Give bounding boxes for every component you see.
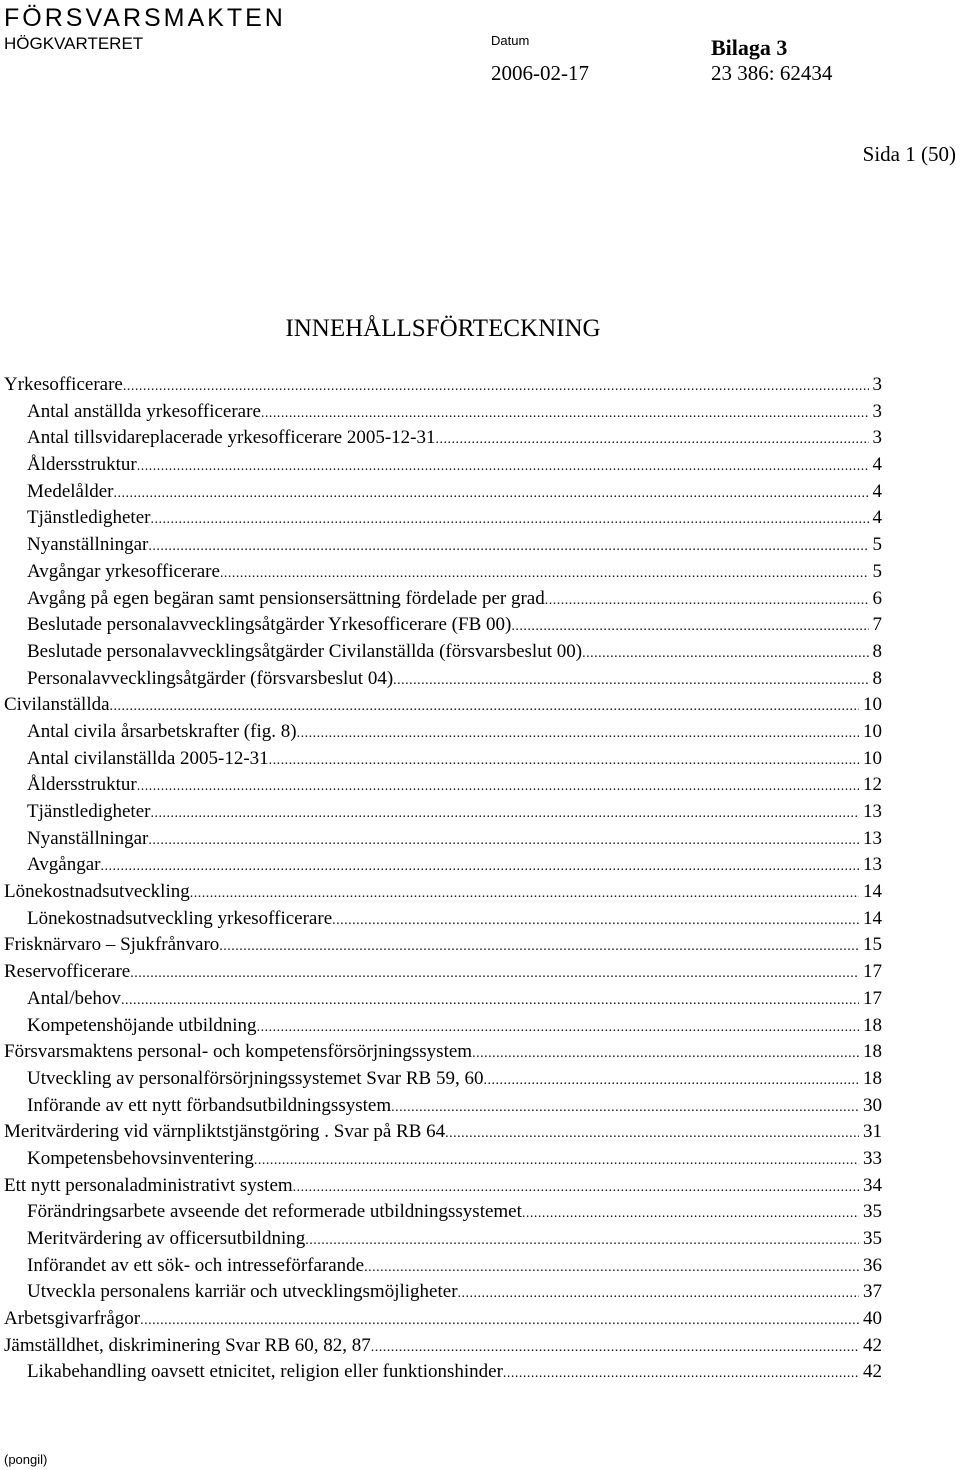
toc-dot-leader xyxy=(445,1121,859,1146)
toc-entry-label: Utveckla personalens karriär och utvecklingsmöjligheter xyxy=(27,1281,458,1303)
toc-entry-label: Kompetenshöjande utbildning xyxy=(27,1014,257,1036)
toc-entry-page: 15 xyxy=(863,934,882,956)
toc-dot-leader xyxy=(458,1281,859,1306)
toc-dot-leader xyxy=(297,721,859,746)
toc-entry-page: 10 xyxy=(863,720,882,742)
organization-name: FÖRSVARSMAKTEN xyxy=(4,4,286,32)
toc-entry-label: Arbetsgivarfrågor xyxy=(4,1308,141,1330)
toc-entry-label: Antal tillsvidareplacerade yrkesofficerare 2005-12-31 xyxy=(27,427,436,449)
toc-entry[interactable] xyxy=(4,1173,882,1200)
toc-entry[interactable] xyxy=(4,1199,882,1226)
toc-entry-page: 5 xyxy=(872,534,882,556)
toc-entry-page: 13 xyxy=(863,801,882,822)
toc-entry[interactable] xyxy=(4,719,882,746)
toc-dot-leader xyxy=(371,1335,859,1360)
toc-dot-leader xyxy=(140,1308,859,1333)
footer-note: (pongil) xyxy=(4,1452,48,1467)
toc-dot-leader xyxy=(393,668,868,693)
toc-entry[interactable] xyxy=(4,1279,882,1306)
toc-entry[interactable] xyxy=(4,1066,882,1093)
toc-dot-leader xyxy=(137,454,869,479)
toc-entry-label: Antal civilanställda 2005-12-31 xyxy=(27,747,269,769)
toc-entry[interactable] xyxy=(4,425,882,452)
toc-entry[interactable] xyxy=(4,1226,882,1253)
toc-dot-leader xyxy=(190,881,859,906)
toc-entry-page: 34 xyxy=(863,1174,882,1196)
toc-entry[interactable] xyxy=(4,772,882,799)
toc-entry[interactable] xyxy=(4,1359,882,1386)
toc-entry-label: Antal/behov xyxy=(27,987,121,1009)
document-date: 2006-02-17 xyxy=(491,61,589,85)
toc-dot-leader xyxy=(254,1148,859,1173)
toc-dot-leader xyxy=(511,614,868,639)
toc-dot-leader xyxy=(332,908,859,933)
toc-entry-page: 14 xyxy=(863,907,882,929)
toc-dot-leader xyxy=(150,507,868,532)
toc-entry-page: 3 xyxy=(872,427,882,449)
toc-entry-label: Avgångar yrkesofficerare xyxy=(27,560,220,582)
toc-entry-label: Lönekostnadsutveckling yrkesofficerare xyxy=(27,907,333,929)
toc-dot-leader xyxy=(436,427,869,452)
toc-dot-leader xyxy=(220,561,869,586)
toc-entry-page: 14 xyxy=(863,881,882,903)
toc-dot-leader xyxy=(503,1361,859,1386)
toc-entry-page: 13 xyxy=(863,827,882,849)
toc-entry-page: 18 xyxy=(863,1041,882,1063)
toc-entry[interactable] xyxy=(4,852,882,879)
toc-entry-label: Åldersstruktur xyxy=(27,454,137,476)
toc-dot-leader xyxy=(261,401,869,426)
toc-entry-page: 17 xyxy=(863,961,882,983)
date-label: Datum xyxy=(491,33,530,48)
table-of-contents xyxy=(4,372,882,1386)
toc-dot-leader xyxy=(391,1095,859,1120)
toc-entry-page: 42 xyxy=(863,1361,882,1383)
toc-entry-label: Frisknärvaro – Sjukfrånvaro xyxy=(4,934,220,956)
toc-entry-page: 18 xyxy=(863,1067,882,1089)
toc-entry-label: Antal civila årsarbetskrafter (fig. 8) xyxy=(27,720,297,742)
toc-entry-label: Nyanställningar xyxy=(27,534,149,556)
toc-dot-leader xyxy=(582,641,868,666)
toc-dot-leader xyxy=(293,1175,859,1200)
toc-entry[interactable] xyxy=(4,1013,882,1040)
toc-entry-page: 10 xyxy=(863,694,882,716)
toc-entry-page: 3 xyxy=(872,374,882,395)
toc-entry[interactable] xyxy=(4,532,882,559)
toc-entry-label: Yrkesofficerare xyxy=(4,374,123,395)
toc-dot-leader xyxy=(110,694,859,719)
toc-entry-label: Jämställdhet, diskriminering Svar RB 60, 82, 87 xyxy=(4,1334,371,1356)
toc-entry-label: Reservofficerare xyxy=(4,961,131,983)
toc-entry-page: 40 xyxy=(863,1308,882,1330)
toc-entry-page: 36 xyxy=(863,1254,882,1276)
toc-entry-label: Antal anställda yrkesofficerare xyxy=(27,400,261,422)
toc-entry[interactable] xyxy=(4,505,882,532)
toc-entry[interactable] xyxy=(4,986,882,1013)
toc-entry-page: 31 xyxy=(863,1121,882,1143)
toc-entry[interactable] xyxy=(4,692,882,719)
toc-entry[interactable] xyxy=(4,826,882,853)
toc-entry-page: 18 xyxy=(863,1014,882,1036)
toc-title: INNEHÅLLSFÖRTECKNING xyxy=(285,315,601,342)
toc-entry-label: Meritvärdering vid värnpliktstjänstgöring . Svar på RB 64 xyxy=(4,1121,446,1143)
attachment-label: Bilaga 3 xyxy=(711,35,788,60)
toc-entry-label: Tjänstledigheter xyxy=(27,801,151,822)
toc-entry-label: Personalavvecklingsåtgärder (försvarsbeslut 04) xyxy=(27,667,394,689)
toc-entry[interactable] xyxy=(4,612,882,639)
toc-entry-label: Förändringsarbete avseende det reformerade utbildningssystemet xyxy=(27,1201,522,1223)
toc-entry[interactable] xyxy=(4,372,882,399)
toc-entry-page: 5 xyxy=(872,560,882,582)
toc-entry-label: Meritvärdering av officersutbildning xyxy=(27,1228,306,1249)
toc-entry-page: 37 xyxy=(863,1281,882,1303)
toc-entry-label: Ett nytt personaladministrativt system xyxy=(4,1174,293,1196)
toc-dot-leader xyxy=(472,1041,859,1066)
toc-entry[interactable] xyxy=(4,799,882,826)
toc-entry-label: Avgångar xyxy=(27,854,101,876)
toc-entry-label: Försvarsmaktens personal- och kompetensförsörjningssystem xyxy=(4,1041,473,1063)
toc-dot-leader xyxy=(150,801,859,826)
toc-entry-label: Åldersstruktur xyxy=(27,774,137,796)
toc-entry-label: Lönekostnadsutveckling xyxy=(4,881,190,903)
toc-entry-page: 35 xyxy=(863,1201,882,1223)
toc-entry-page: 42 xyxy=(863,1334,882,1356)
toc-dot-leader xyxy=(137,774,859,799)
toc-entry[interactable] xyxy=(4,586,882,613)
toc-dot-leader xyxy=(130,961,859,986)
toc-entry[interactable] xyxy=(4,879,882,906)
toc-entry-page: 35 xyxy=(863,1228,882,1249)
toc-dot-leader xyxy=(364,1255,859,1280)
toc-entry[interactable] xyxy=(4,1333,882,1360)
toc-entry[interactable] xyxy=(4,1093,882,1120)
toc-entry-page: 4 xyxy=(872,480,882,502)
toc-dot-leader xyxy=(219,934,859,959)
toc-entry[interactable] xyxy=(4,959,882,986)
toc-entry[interactable] xyxy=(4,906,882,933)
toc-dot-leader xyxy=(148,828,859,853)
toc-entry-label: Införande av ett nytt förbandsutbildningssystem xyxy=(27,1094,392,1116)
toc-entry[interactable] xyxy=(4,746,882,773)
toc-entry-label: Utveckling av personalförsörjningssystemet Svar RB 59, 60 xyxy=(27,1067,484,1089)
toc-entry-label: Civilanställda xyxy=(4,694,110,716)
toc-dot-leader xyxy=(257,1015,859,1040)
toc-entry-label: Kompetensbehovsinventering xyxy=(27,1147,254,1169)
toc-entry-label: Medelålder xyxy=(27,480,114,502)
reference-number: 23 386: 62434 xyxy=(711,61,833,85)
toc-entry-label: Införandet av ett sök- och intresseförfarande xyxy=(27,1254,365,1276)
toc-entry[interactable] xyxy=(4,639,882,666)
toc-entry-page: 4 xyxy=(872,454,882,476)
toc-dot-leader xyxy=(483,1068,859,1093)
toc-entry[interactable] xyxy=(4,666,882,693)
toc-entry-page: 6 xyxy=(872,587,882,609)
page-number: Sida 1 (50) xyxy=(862,142,956,166)
toc-entry-page: 7 xyxy=(872,614,882,636)
toc-entry-page: 17 xyxy=(863,987,882,1009)
toc-entry-page: 4 xyxy=(872,507,882,529)
toc-dot-leader xyxy=(545,588,869,613)
toc-entry-page: 13 xyxy=(863,854,882,876)
toc-entry-page: 8 xyxy=(872,667,882,689)
toc-entry-page: 30 xyxy=(863,1094,882,1116)
toc-entry-label: Beslutade personalavvecklingsåtgärder Civilanställda (försvarsbeslut 00) xyxy=(27,640,583,662)
toc-entry[interactable] xyxy=(4,1253,882,1280)
toc-entry[interactable] xyxy=(4,399,882,426)
toc-entry[interactable] xyxy=(4,932,882,959)
toc-entry[interactable] xyxy=(4,479,882,506)
toc-dot-leader xyxy=(269,748,859,773)
toc-entry-label: Likabehandling oavsett etnicitet, religion eller funktionshinder xyxy=(27,1361,503,1383)
toc-entry-label: Tjänstledigheter xyxy=(27,507,151,529)
toc-entry-page: 8 xyxy=(872,640,882,662)
toc-entry-page: 33 xyxy=(863,1147,882,1169)
toc-entry-page: 10 xyxy=(863,747,882,769)
toc-entry-label: Avgång på egen begäran samt pensionsersättning fördelade per grad xyxy=(27,587,545,609)
toc-entry[interactable] xyxy=(4,1146,882,1173)
toc-entry[interactable] xyxy=(4,1039,882,1066)
toc-entry[interactable] xyxy=(4,559,882,586)
toc-dot-leader xyxy=(114,481,869,506)
toc-dot-leader xyxy=(123,374,869,399)
toc-entry[interactable] xyxy=(4,1306,882,1333)
toc-dot-leader xyxy=(522,1201,859,1226)
toc-entry[interactable] xyxy=(4,1119,882,1146)
toc-dot-leader xyxy=(101,854,859,879)
toc-entry-label: Nyanställningar xyxy=(27,827,149,849)
toc-dot-leader xyxy=(121,988,859,1013)
toc-entry[interactable] xyxy=(4,452,882,479)
organization-unit: HÖGKVARTERET xyxy=(4,34,144,53)
toc-dot-leader xyxy=(305,1228,859,1253)
toc-entry-page: 12 xyxy=(863,774,882,796)
toc-dot-leader xyxy=(148,534,868,559)
toc-entry-page: 3 xyxy=(872,400,882,422)
toc-entry-label: Beslutade personalavvecklingsåtgärder Yrkesofficerare (FB 00) xyxy=(27,614,512,636)
